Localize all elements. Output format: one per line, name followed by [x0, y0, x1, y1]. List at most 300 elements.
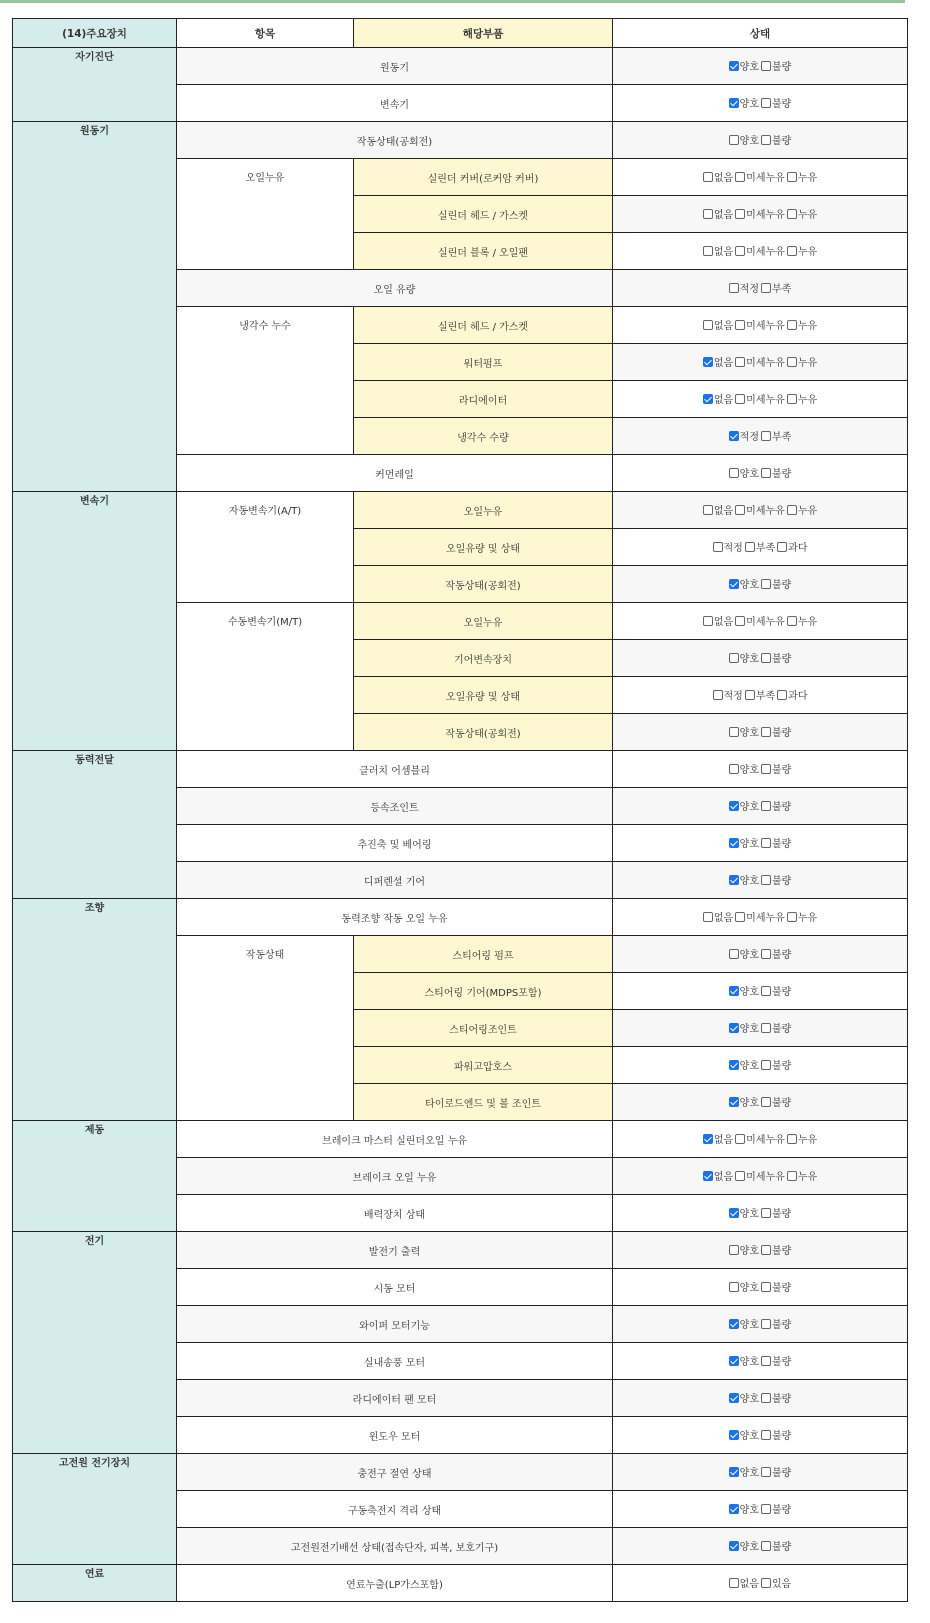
checkbox-checked[interactable] [729, 579, 739, 589]
item-cell: 구동축전지 격리 상태 [177, 1491, 613, 1528]
status-option[interactable] [761, 465, 791, 480]
checkbox[interactable] [761, 838, 771, 848]
status-option[interactable] [703, 391, 733, 406]
checkbox[interactable] [777, 690, 787, 700]
table-row [13, 751, 908, 788]
checkbox[interactable] [729, 653, 739, 663]
status-option[interactable] [729, 1279, 759, 1294]
checkbox[interactable] [761, 1430, 771, 1440]
status-option[interactable] [761, 1427, 791, 1442]
status-cell [613, 1380, 908, 1417]
option-label: 누유 [797, 210, 818, 222]
status-option[interactable] [787, 169, 817, 184]
status-option[interactable] [761, 1316, 791, 1331]
checkbox[interactable] [735, 1134, 745, 1144]
option-label: 누유 [797, 395, 818, 407]
status-option[interactable] [787, 391, 817, 406]
item-cell: 등속조인트 [177, 788, 613, 825]
status-option[interactable] [761, 1464, 791, 1479]
checkbox-checked[interactable] [729, 1208, 739, 1218]
status-cell [613, 307, 908, 344]
checkbox[interactable] [761, 986, 771, 996]
status-option[interactable] [761, 280, 791, 295]
option-label: 불량 [772, 1394, 792, 1406]
checkbox[interactable] [777, 542, 787, 552]
item-cell: 발전기 출력 [177, 1232, 613, 1269]
option-label: 적정 [739, 432, 759, 444]
checkbox[interactable] [729, 1282, 739, 1292]
category-cell: 자기진단 [13, 48, 177, 122]
status-option[interactable] [703, 206, 733, 221]
status-option[interactable] [729, 576, 759, 591]
checkbox-checked[interactable] [729, 1467, 739, 1477]
status-cell [613, 1306, 908, 1343]
checkbox[interactable] [729, 727, 739, 737]
checkbox[interactable] [761, 764, 771, 774]
status-option[interactable] [729, 1353, 759, 1368]
status-option[interactable] [761, 1020, 791, 1035]
status-option[interactable] [735, 391, 785, 406]
checkbox-checked[interactable] [729, 1430, 739, 1440]
status-option[interactable] [729, 1057, 759, 1072]
status-option[interactable] [703, 1168, 733, 1183]
status-option[interactable] [735, 354, 785, 369]
checkbox[interactable] [703, 505, 713, 515]
option-label: 누유 [797, 358, 818, 370]
status-option[interactable] [735, 317, 785, 332]
option-label: 부족 [755, 691, 776, 703]
option-label: 불량 [772, 1209, 792, 1221]
checkbox[interactable] [703, 320, 713, 330]
checkbox[interactable] [761, 949, 771, 959]
category-cell: 전기 [13, 1232, 177, 1454]
status-option[interactable] [761, 1538, 791, 1553]
status-option[interactable] [729, 1205, 759, 1220]
option-label: 미세누유 [746, 1172, 785, 1184]
checkbox[interactable] [761, 875, 771, 885]
status-option[interactable] [787, 243, 817, 258]
table-row [13, 1232, 908, 1269]
option-label: 누유 [797, 913, 818, 925]
checkbox[interactable] [761, 283, 771, 293]
checkbox[interactable] [703, 209, 713, 219]
option-label: 불량 [772, 987, 792, 999]
option-label: 양호 [739, 654, 759, 666]
checkbox[interactable] [729, 949, 739, 959]
option-label: 양호 [739, 1394, 759, 1406]
status-option[interactable] [729, 1575, 759, 1590]
checkbox-checked[interactable] [703, 394, 713, 404]
status-option[interactable] [729, 1538, 759, 1553]
checkbox[interactable] [713, 690, 723, 700]
checkbox[interactable] [703, 246, 713, 256]
checkbox[interactable] [787, 912, 797, 922]
checkbox[interactable] [729, 283, 739, 293]
option-label: 미세누유 [746, 1135, 785, 1147]
checkbox[interactable] [735, 320, 745, 330]
status-option[interactable] [761, 1205, 791, 1220]
item-cell: 클러치 어셈블리 [177, 751, 613, 788]
item-cell: 작동상태 [177, 936, 354, 1121]
option-label: 양호 [739, 1061, 759, 1073]
option-label: 미세누유 [746, 395, 785, 407]
status-option[interactable] [735, 1131, 785, 1146]
status-option[interactable] [735, 1168, 785, 1183]
checkbox[interactable] [761, 727, 771, 737]
status-option[interactable] [761, 946, 791, 961]
checkbox[interactable] [761, 1282, 771, 1292]
checkbox[interactable] [787, 505, 797, 515]
item-cell: 브레이크 오일 누유 [177, 1158, 613, 1195]
option-label: 양호 [739, 136, 759, 148]
option-label: 불량 [772, 802, 792, 814]
status-option[interactable] [735, 909, 785, 924]
category-cell: 동력전달 [13, 751, 177, 899]
option-label: 불량 [772, 1283, 792, 1295]
checkbox[interactable] [761, 1319, 771, 1329]
checkbox-checked[interactable] [729, 1541, 739, 1551]
checkbox[interactable] [787, 357, 797, 367]
checkbox[interactable] [787, 1134, 797, 1144]
status-option[interactable] [729, 872, 759, 887]
status-option[interactable] [761, 798, 791, 813]
status-cell [613, 640, 908, 677]
option-label: 누유 [797, 1172, 818, 1184]
status-option[interactable] [777, 539, 807, 554]
checkbox-checked[interactable] [729, 1060, 739, 1070]
checkbox[interactable] [787, 246, 797, 256]
status-option[interactable] [787, 206, 817, 221]
option-label: 미세누유 [746, 617, 785, 629]
checkbox[interactable] [761, 579, 771, 589]
checkbox[interactable] [761, 1023, 771, 1033]
option-label: 미세누유 [746, 173, 785, 185]
option-label: 양호 [739, 1209, 759, 1221]
checkbox[interactable] [761, 1504, 771, 1514]
checkbox-checked[interactable] [729, 1023, 739, 1033]
option-label: 없음 [713, 1135, 734, 1147]
status-cell [613, 381, 908, 418]
option-label: 누유 [797, 173, 818, 185]
option-label: 양호 [739, 1542, 759, 1554]
status-option[interactable] [761, 650, 791, 665]
option-label: 없음 [713, 506, 734, 518]
part-cell: 오일유량 및 상태 [354, 529, 613, 566]
item-cell: 추진축 및 베어링 [177, 825, 613, 862]
checkbox[interactable] [761, 1208, 771, 1218]
checkbox[interactable] [787, 320, 797, 330]
checkbox[interactable] [761, 1245, 771, 1255]
checkbox[interactable] [761, 1578, 771, 1588]
checkbox[interactable] [729, 1578, 739, 1588]
status-option[interactable] [729, 650, 759, 665]
status-option[interactable] [729, 1427, 759, 1442]
status-option[interactable] [761, 1501, 791, 1516]
checkbox-checked[interactable] [729, 431, 739, 441]
checkbox[interactable] [761, 1393, 771, 1403]
checkbox[interactable] [761, 1060, 771, 1070]
checkbox[interactable] [703, 616, 713, 626]
checkbox[interactable] [761, 98, 771, 108]
checkbox-checked[interactable] [729, 98, 739, 108]
checkbox[interactable] [761, 135, 771, 145]
status-option[interactable] [761, 761, 791, 776]
part-cell: 냉각수 수량 [354, 418, 613, 455]
status-option[interactable] [761, 983, 791, 998]
status-option[interactable] [729, 835, 759, 850]
checkbox[interactable] [735, 209, 745, 219]
item-cell: 라디에이터 팬 모터 [177, 1380, 613, 1417]
status-option[interactable] [787, 1168, 817, 1183]
checkbox[interactable] [735, 912, 745, 922]
option-label: 양호 [739, 987, 759, 999]
item-cell: 오일누유 [177, 159, 354, 270]
status-cell [613, 1491, 908, 1528]
checkbox-checked[interactable] [703, 1134, 713, 1144]
status-cell [613, 196, 908, 233]
status-cell [613, 1047, 908, 1084]
status-option[interactable] [703, 502, 733, 517]
status-option[interactable] [735, 613, 785, 628]
status-option[interactable] [703, 909, 733, 924]
status-option[interactable] [761, 1057, 791, 1072]
status-cell [613, 751, 908, 788]
option-label: 누유 [797, 247, 818, 259]
checkbox[interactable] [787, 209, 797, 219]
checkbox[interactable] [729, 468, 739, 478]
option-label: 누유 [797, 1135, 818, 1147]
status-option[interactable] [729, 1501, 759, 1516]
item-cell: 원동기 [177, 48, 613, 85]
status-cell [613, 788, 908, 825]
checkbox[interactable] [761, 1541, 771, 1551]
checkbox-checked[interactable] [729, 1356, 739, 1366]
status-cell [613, 936, 908, 973]
option-label: 적정 [723, 691, 743, 703]
option-label: 양호 [739, 1098, 759, 1110]
checkbox[interactable] [735, 394, 745, 404]
checkbox[interactable] [787, 1171, 797, 1181]
option-label: 양호 [739, 765, 759, 777]
table-row [13, 1121, 908, 1158]
status-option[interactable] [735, 243, 785, 258]
status-option[interactable] [729, 58, 759, 73]
option-label: 없음 [713, 617, 734, 629]
status-option[interactable] [729, 428, 759, 443]
part-cell: 작동상태(공회전) [354, 566, 613, 603]
status-option[interactable] [787, 909, 817, 924]
status-option[interactable] [713, 539, 743, 554]
checkbox[interactable] [735, 1171, 745, 1181]
option-label: 양호 [739, 839, 759, 851]
checkbox[interactable] [713, 542, 723, 552]
status-option[interactable] [787, 502, 817, 517]
option-label: 불량 [772, 654, 792, 666]
status-option[interactable] [735, 169, 785, 184]
status-cell [613, 603, 908, 640]
status-option[interactable] [761, 1390, 791, 1405]
checkbox[interactable] [729, 1245, 739, 1255]
checkbox[interactable] [703, 172, 713, 182]
status-option[interactable] [761, 724, 791, 739]
status-option[interactable] [729, 1020, 759, 1035]
status-option[interactable] [729, 132, 759, 147]
status-option[interactable] [761, 1094, 791, 1109]
part-cell: 오일누유 [354, 603, 613, 640]
option-label: 부족 [772, 284, 792, 296]
checkbox[interactable] [729, 764, 739, 774]
status-option[interactable] [761, 58, 791, 73]
checkbox[interactable] [761, 1097, 771, 1107]
checkbox-checked[interactable] [729, 838, 739, 848]
checkbox[interactable] [761, 801, 771, 811]
checkbox[interactable] [735, 172, 745, 182]
status-option[interactable] [703, 613, 733, 628]
status-cell [613, 1010, 908, 1047]
status-option[interactable] [777, 687, 807, 702]
status-option[interactable] [761, 576, 791, 591]
status-option[interactable] [745, 539, 775, 554]
checkbox-checked[interactable] [703, 357, 713, 367]
status-cell [613, 1232, 908, 1269]
option-label: 양호 [739, 1468, 759, 1480]
status-option[interactable] [729, 724, 759, 739]
checkbox-checked[interactable] [729, 1504, 739, 1514]
checkbox[interactable] [761, 1467, 771, 1477]
status-option[interactable] [761, 1353, 791, 1368]
item-cell: 오일 유량 [177, 270, 613, 307]
status-option[interactable] [787, 317, 817, 332]
checkbox[interactable] [735, 246, 745, 256]
checkbox-checked[interactable] [729, 61, 739, 71]
option-label: 누유 [797, 321, 818, 333]
checkbox-checked[interactable] [729, 1319, 739, 1329]
status-option[interactable] [713, 687, 743, 702]
option-label: 양호 [739, 580, 759, 592]
status-option[interactable] [729, 946, 759, 961]
option-label: 없음 [713, 1172, 734, 1184]
status-cell [613, 1417, 908, 1454]
checkbox[interactable] [703, 912, 713, 922]
status-option[interactable] [729, 983, 759, 998]
status-cell [613, 899, 908, 936]
status-option[interactable] [761, 835, 791, 850]
status-cell [613, 1121, 908, 1158]
option-label: 불량 [772, 62, 792, 74]
checkbox-checked[interactable] [729, 1097, 739, 1107]
option-label: 불량 [772, 728, 792, 740]
checkbox[interactable] [787, 394, 797, 404]
status-option[interactable] [703, 1131, 733, 1146]
status-option[interactable] [703, 169, 733, 184]
checkbox-checked[interactable] [729, 1393, 739, 1403]
status-option[interactable] [729, 1094, 759, 1109]
checkbox[interactable] [787, 616, 797, 626]
item-cell: 작동상태(공회전) [177, 122, 613, 159]
checkbox-checked[interactable] [729, 801, 739, 811]
status-option[interactable] [729, 1464, 759, 1479]
status-option[interactable] [703, 354, 733, 369]
item-cell: 브레이크 마스터 실린더오일 누유 [177, 1121, 613, 1158]
checkbox[interactable] [787, 172, 797, 182]
option-label: 양호 [739, 1246, 759, 1258]
checkbox[interactable] [735, 505, 745, 515]
status-option[interactable] [729, 465, 759, 480]
status-option[interactable] [787, 354, 817, 369]
checkbox[interactable] [761, 1356, 771, 1366]
status-option[interactable] [745, 687, 775, 702]
status-option[interactable] [787, 1131, 817, 1146]
option-label: 불량 [772, 580, 792, 592]
status-option[interactable] [761, 428, 791, 443]
category-cell: 원동기 [13, 122, 177, 492]
status-option[interactable] [729, 1316, 759, 1331]
status-option[interactable] [729, 280, 759, 295]
status-option[interactable] [703, 317, 733, 332]
option-label: 불량 [772, 765, 792, 777]
status-option[interactable] [761, 132, 791, 147]
status-option[interactable] [761, 95, 791, 110]
category-cell: 고전원 전기장치 [13, 1454, 177, 1565]
checkbox[interactable] [729, 135, 739, 145]
option-label: 양호 [739, 728, 759, 740]
status-cell [613, 714, 908, 751]
checkbox-checked[interactable] [703, 1171, 713, 1181]
status-option[interactable] [787, 613, 817, 628]
checkbox-checked[interactable] [729, 986, 739, 996]
status-option[interactable] [761, 1279, 791, 1294]
status-option[interactable] [729, 1390, 759, 1405]
option-label: 누유 [797, 617, 818, 629]
checkbox-checked[interactable] [729, 875, 739, 885]
checkbox[interactable] [735, 616, 745, 626]
option-label: 미세누유 [746, 358, 785, 370]
item-cell: 충전구 절연 상태 [177, 1454, 613, 1491]
option-label: 불량 [772, 950, 792, 962]
status-option[interactable] [735, 502, 785, 517]
status-option[interactable] [729, 798, 759, 813]
status-option[interactable] [761, 1575, 791, 1590]
table-row [13, 899, 908, 936]
status-cell [613, 344, 908, 381]
checkbox[interactable] [761, 61, 771, 71]
checkbox[interactable] [745, 690, 755, 700]
part-cell: 오일누유 [354, 492, 613, 529]
status-cell [613, 1195, 908, 1232]
checkbox[interactable] [761, 431, 771, 441]
status-option[interactable] [729, 761, 759, 776]
status-cell [613, 862, 908, 899]
status-option[interactable] [761, 1242, 791, 1257]
checkbox[interactable] [761, 653, 771, 663]
status-cell [613, 825, 908, 862]
option-label: 적정 [723, 543, 743, 555]
checkbox[interactable] [745, 542, 755, 552]
status-cell [613, 1269, 908, 1306]
category-cell: 변속기 [13, 492, 177, 751]
status-option[interactable] [761, 872, 791, 887]
item-cell: 고전원전기배선 상태(접속단자, 피복, 보호기구) [177, 1528, 613, 1565]
option-label: 과다 [788, 691, 808, 703]
option-label: 미세누유 [746, 210, 785, 222]
status-option[interactable] [735, 206, 785, 221]
status-option[interactable] [729, 1242, 759, 1257]
status-option[interactable] [703, 243, 733, 258]
status-option[interactable] [729, 95, 759, 110]
checkbox[interactable] [735, 357, 745, 367]
checkbox[interactable] [761, 468, 771, 478]
item-cell: 수동변속기(M/T) [177, 603, 354, 751]
